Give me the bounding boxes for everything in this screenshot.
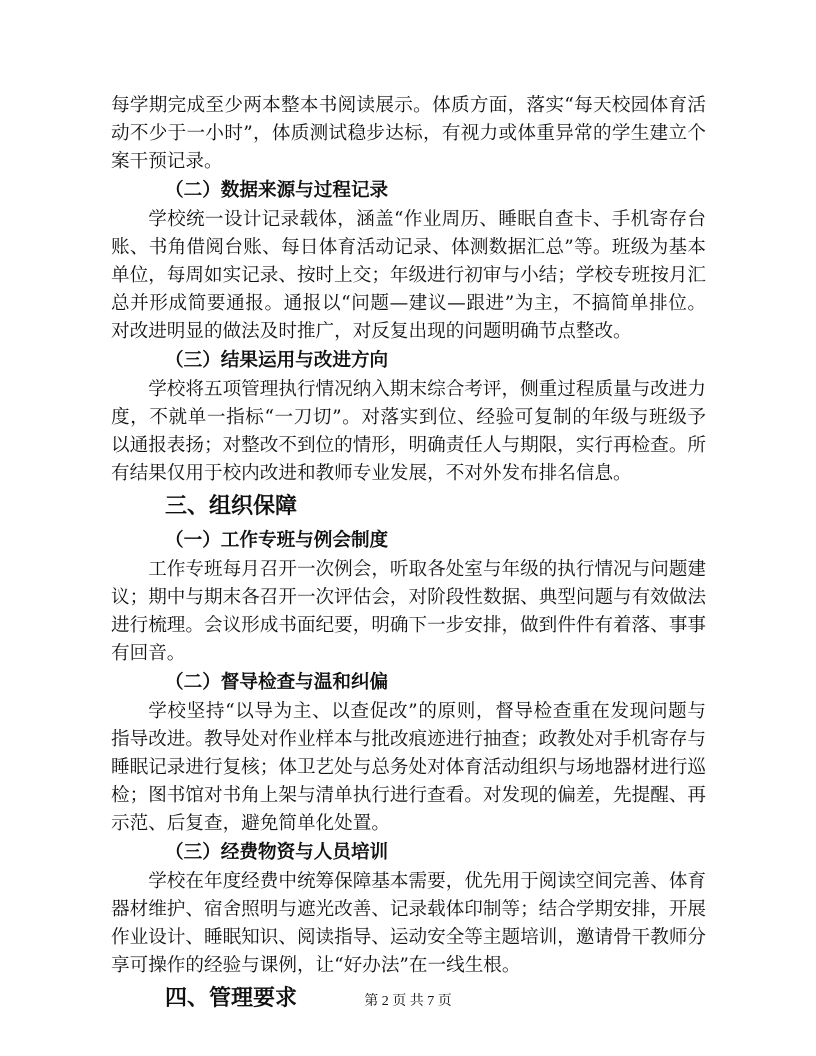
subheading-supervision: （二）督导检查与温和纠偏: [165, 672, 389, 693]
page-content: [111, 92, 706, 1018]
subheading-funding-training: （三）经费物资与人员培训: [165, 842, 389, 863]
subheading-data-source: （二）数据来源与过程记录: [165, 180, 389, 201]
paragraph-team-meetings: 工作专班每月召开一次例会，听取各处室与年级的执行情况与问题建议；期中与期末各召开一次评估会，对阶段性数据、典型问题与有效做法进行梳理。会议形成书面纪要，明确下一步安排，做到件件有着落、事事有回音。: [111, 559, 707, 664]
paragraph-supervision: 学校坚持“以导为主、以查促改”的原则，督导检查重在发现问题与指导改进。教导处对作业样本与批改痕迹进行抽查；政教处对手机寄存与睡眠记录进行复核；体卫艺处与总务处对体育活动组织与场地器材进行巡检；图书馆对书角上架与清单执行进行查看。对发现的偏差，先提醒、再示范、后复查，避免简单化处置。: [111, 701, 707, 834]
subheading-team-meetings: （一）工作专班与例会制度: [165, 530, 389, 551]
paragraph-results: 学校将五项管理执行情况纳入期末综合考评，侧重过程质量与改进力度，不就单一指标“一刀切”。对落实到位、经验可复制的年级与班级予以通报表扬；对整改不到位的情形，明确责任人与期限，实行再检查。所有结果仅用于校内改进和教师专业发展，不对外发布排名信息。: [111, 379, 707, 484]
paragraph-data-source: 学校统一设计记录载体，涵盖“作业周历、睡眠自查卡、手机寄存台账、书角借阅台账、每日体育活动记录、体测数据汇总”等。班级为基本单位，每周如实记录、按时上交；年级进行初审与小结；学校专班按月汇总并形成简要通报。通报以“问题—建议—跟进”为主，不搞简单排位。对改进明显的做法及时推广，对反复出现的问题明确节点整改。: [111, 209, 707, 342]
paragraph-fitness-goals: 每学期完成至少两本整本书阅读展示。体质方面，落实“每天校园体育活动不少于一小时”，体质测试稳步达标，有视力或体重异常的学生建立个案干预记录。: [111, 95, 706, 172]
page-number-footer: 第 2 页 共 7 页: [364, 994, 452, 1009]
section-heading-management: 四、管理要求: [165, 986, 298, 1011]
section-heading-organization: 三、组织保障: [165, 494, 298, 519]
subheading-results: （三）结果运用与改进方向: [165, 350, 389, 371]
paragraph-funding-training: 学校在年度经费中统筹保障基本需要，优先用于阅读空间完善、体育器材维护、宿舍照明与遮光改善、记录载体印制等；结合学期安排，开展作业设计、睡眠知识、阅读指导、运动安全等主题培训，邀请骨干教师分享可操作的经验与课例，让“好办法”在一线生根。: [111, 871, 707, 976]
